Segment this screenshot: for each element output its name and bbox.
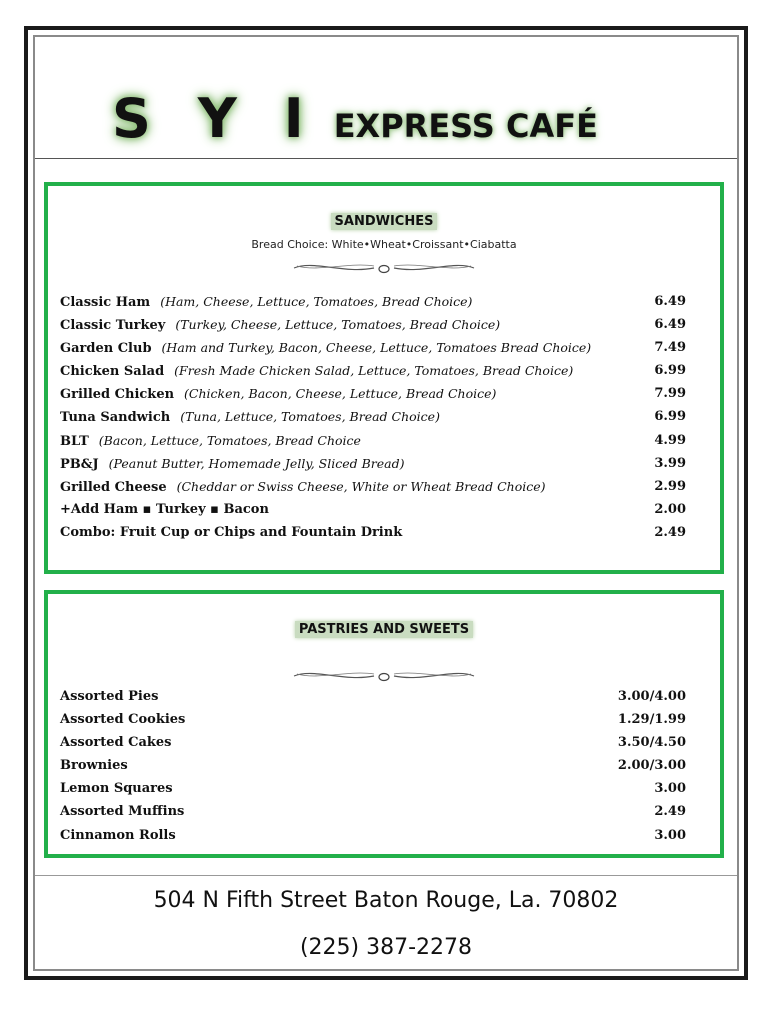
menu-item <box>60 363 686 386</box>
menu-item <box>60 502 686 525</box>
item-price: 6.99 <box>654 409 686 425</box>
item-price: 3.99 <box>654 455 686 471</box>
menu-item <box>60 525 686 548</box>
menu-item <box>60 317 686 340</box>
menu-item <box>60 479 686 502</box>
pastries-list <box>60 689 686 851</box>
item-description: (Ham and Turkey, Bacon, Cheese, Lettuce, Tomatoes Bread Choice) <box>161 340 592 356</box>
item-description: (Peanut Butter, Homemade Jelly, Sliced Bread) <box>108 455 405 471</box>
item-name: Lemon Squares <box>60 781 173 797</box>
menu-item <box>60 340 686 363</box>
item-name: BLT <box>60 433 89 449</box>
sandwiches-section <box>44 182 724 574</box>
item-description: (Chicken, Bacon, Cheese, Lettuce, Bread Choice) <box>184 386 497 402</box>
item-description: (Turkey, Cheese, Lettuce, Tomatoes, Bread Choice) <box>175 317 501 333</box>
flourish-divider-icon <box>289 260 479 276</box>
pastries-section <box>44 590 724 858</box>
item-name: Classic Ham <box>60 295 151 310</box>
phone-number: (225) 387-2278 <box>299 935 473 960</box>
menu-page <box>24 26 748 980</box>
menu-item <box>60 828 686 851</box>
item-price: 3.00 <box>654 827 686 843</box>
pastries-title: PASTRIES AND SWEETS <box>48 622 720 637</box>
menu-item <box>60 409 686 432</box>
item-price: 2.99 <box>654 478 686 494</box>
menu-item <box>60 712 686 735</box>
menu-item <box>60 758 686 781</box>
sandwiches-title: SANDWICHES <box>48 214 720 229</box>
bread-choice-subtitle: Bread Choice: White•Wheat•Croissant•Ciabatta <box>251 238 517 251</box>
item-name: Assorted Cakes <box>60 735 172 751</box>
item-price: 1.29/1.99 <box>617 712 686 728</box>
header-divider <box>35 158 737 159</box>
item-description: (Ham, Cheese, Lettuce, Tomatoes, Bread Choice) <box>160 294 473 309</box>
logo-initials: S Y I <box>112 87 318 150</box>
item-price: 2.49 <box>654 804 686 820</box>
menu-item <box>60 804 686 827</box>
menu-item <box>60 456 686 479</box>
menu-item <box>60 433 686 456</box>
item-description: (Fresh Made Chicken Salad, Lettuce, Tomatoes, Bread Choice) <box>174 363 574 379</box>
item-name: Brownies <box>60 758 128 774</box>
item-price: 6.49 <box>654 317 686 333</box>
item-price: 2.00/3.00 <box>617 758 686 774</box>
item-price: 3.00/4.00 <box>617 689 686 704</box>
item-description: (Cheddar or Swiss Cheese, White or Wheat Bread Choice) <box>176 478 546 494</box>
item-price: 6.99 <box>654 363 686 379</box>
item-name: PB&J <box>60 456 99 472</box>
item-price: 2.00 <box>654 501 686 517</box>
item-price: 4.99 <box>654 432 686 448</box>
menu-item <box>60 781 686 804</box>
menu-item <box>60 386 686 409</box>
footer-divider <box>35 875 737 876</box>
item-description: (Bacon, Lettuce, Tomatoes, Bread Choice <box>98 432 361 448</box>
item-name: Chicken Salad <box>60 364 165 380</box>
address: 504 N Fifth Street Baton Rouge, La. 70802 <box>153 888 619 913</box>
item-price: 3.00 <box>654 781 686 797</box>
item-price: 6.49 <box>654 294 686 309</box>
item-price: 7.49 <box>654 340 686 356</box>
item-name: Grilled Chicken <box>60 387 175 403</box>
item-name: Assorted Pies <box>60 689 159 704</box>
item-name: Classic Turkey <box>60 318 166 334</box>
menu-item <box>60 735 686 758</box>
item-name: Cinnamon Rolls <box>60 827 176 843</box>
item-name: Assorted Muffins <box>60 804 185 820</box>
logo <box>112 66 598 150</box>
logo-text: EXPRESS CAFÉ <box>333 107 598 145</box>
item-name: +Add Ham ▪ Turkey ▪ Bacon <box>60 501 269 517</box>
item-name: Combo: Fruit Cup or Chips and Fountain Drink <box>60 524 403 540</box>
menu-item <box>60 689 686 712</box>
item-name: Assorted Cookies <box>60 712 186 728</box>
item-price: 2.49 <box>654 524 686 540</box>
item-name: Garden Club <box>60 341 152 357</box>
menu-item <box>60 294 686 317</box>
flourish-divider-icon <box>289 668 479 684</box>
item-name: Grilled Cheese <box>60 479 167 495</box>
sandwiches-list <box>60 294 686 548</box>
item-price: 7.99 <box>654 386 686 402</box>
item-name: Tuna Sandwich <box>60 410 171 426</box>
item-price: 3.50/4.50 <box>617 735 686 751</box>
item-description: (Tuna, Lettuce, Tomatoes, Bread Choice) <box>180 409 440 425</box>
